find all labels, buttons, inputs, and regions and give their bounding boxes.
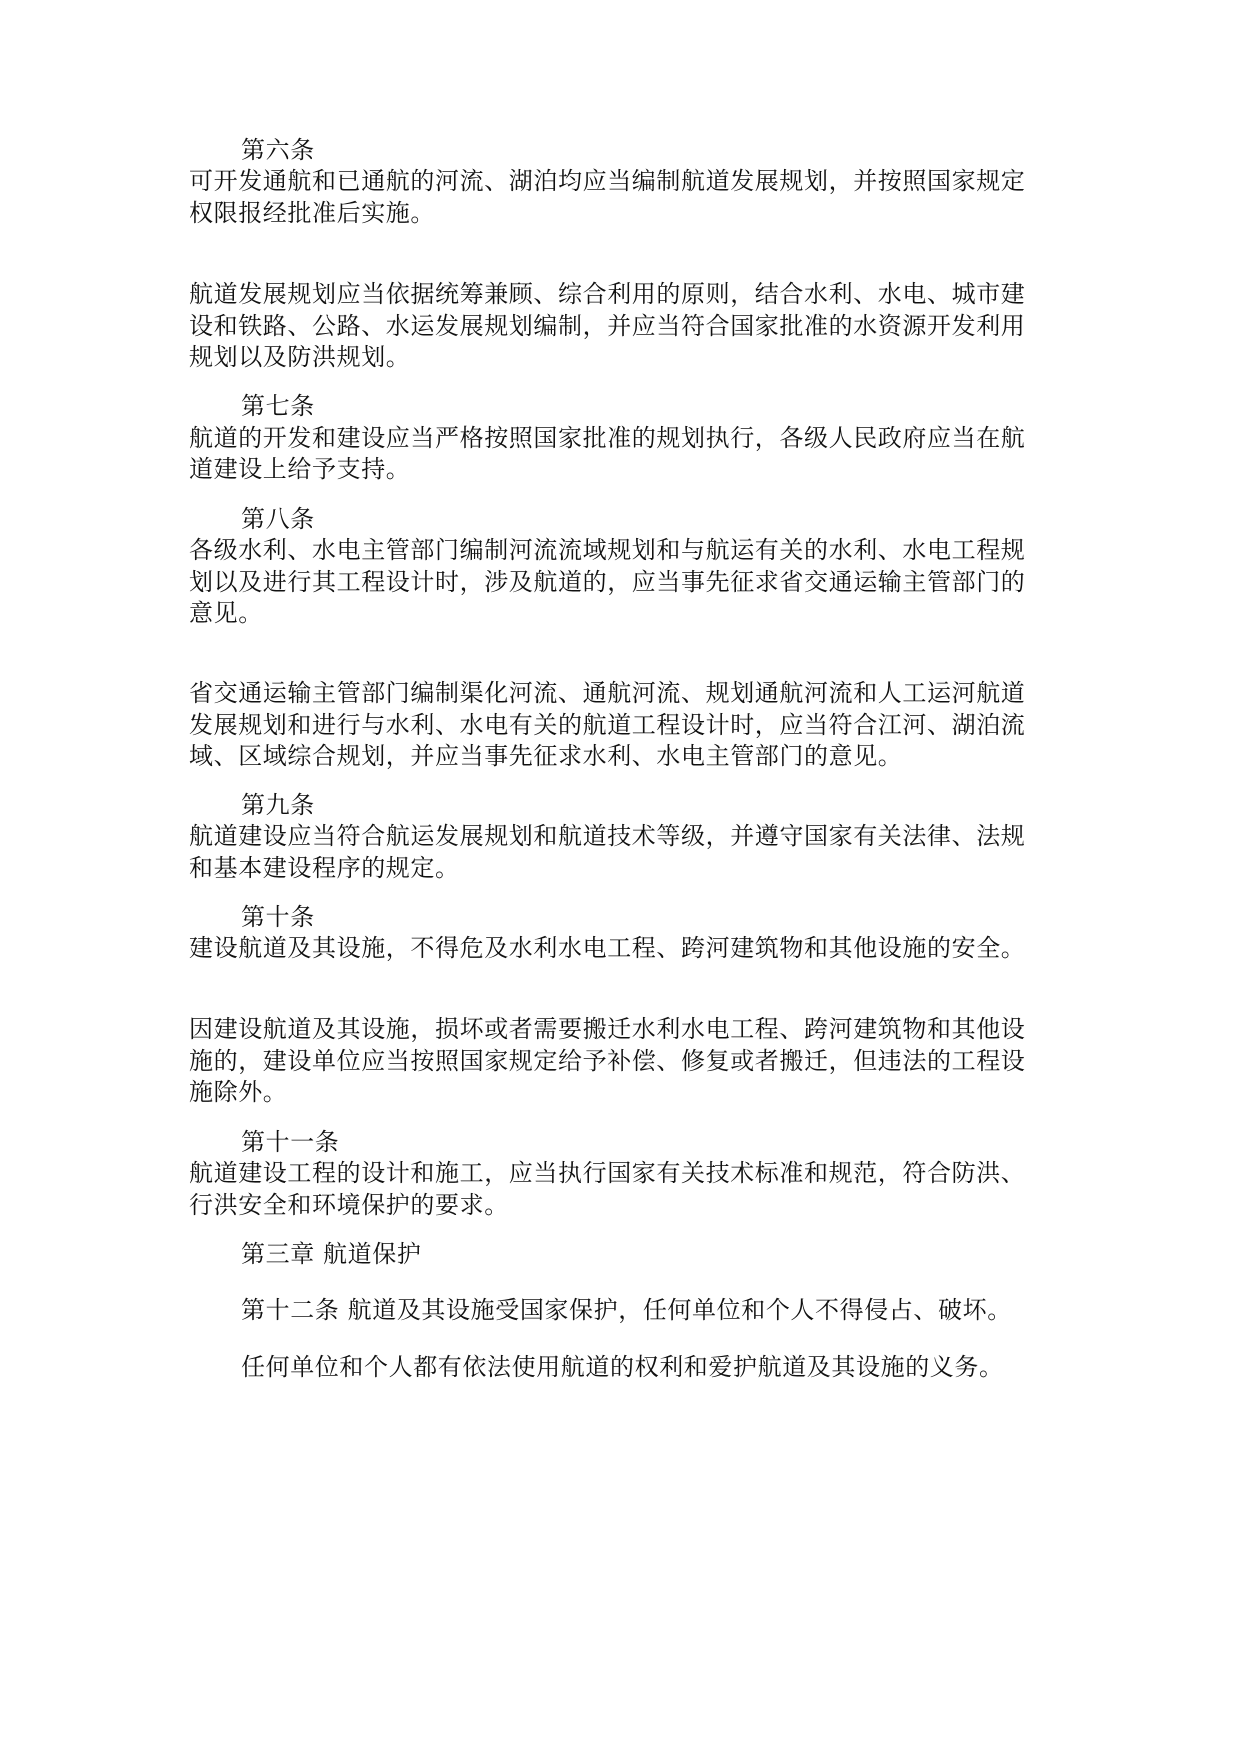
text-line: 划以及进行其工程设计时，涉及航道的，应当事先征求省交通运输主管部门的 (189, 568, 1026, 596)
article-7-heading: 第七条 (241, 392, 315, 420)
text-line: 行洪安全和环境保护的要求。 (189, 1191, 509, 1219)
text-line: 意见。 (189, 599, 263, 627)
text-line: 建设航道及其设施，不得危及水利水电工程、跨河建筑物和其他设施的安全。 (189, 934, 1026, 962)
article-8-heading: 第八条 (241, 505, 315, 533)
text-line: 航道发展规划应当依据统筹兼顾、综合利用的原则，结合水利、水电、城市建 (189, 280, 1026, 308)
text-line: 权限报经批准后实施。 (189, 199, 435, 227)
text-line: 省交通运输主管部门编制渠化河流、通航河流、规划通航河流和人工运河航道 (189, 679, 1026, 707)
text-line: 规划以及防洪规划。 (189, 343, 411, 371)
text-line: 设和铁路、公路、水运发展规划编制，并应当符合国家批准的水资源开发利用 (189, 312, 1026, 340)
text-line: 施的，建设单位应当按照国家规定给予补偿、修复或者搬迁，但违法的工程设 (189, 1047, 1026, 1075)
chapter-3-heading: 第三章 航道保护 (241, 1240, 422, 1268)
text-line: 道建设上给予支持。 (189, 455, 411, 483)
text-line: 因建设航道及其设施，损坏或者需要搬迁水利水电工程、跨河建筑物和其他设 (189, 1015, 1026, 1043)
text-line: 航道建设工程的设计和施工，应当执行国家有关技术标准和规范，符合防洪、 (189, 1159, 1026, 1187)
article-9-heading: 第九条 (241, 791, 315, 819)
article-12-text: 第十二条 航道及其设施受国家保护，任何单位和个人不得侵占、破坏。 (241, 1296, 1012, 1324)
text-line: 各级水利、水电主管部门编制河流流域规划和与航运有关的水利、水电工程规 (189, 536, 1026, 564)
text-line: 任何单位和个人都有依法使用航道的权利和爱护航道及其设施的义务。 (241, 1353, 1004, 1381)
article-11-heading: 第十一条 (241, 1128, 340, 1156)
text-line: 施除外。 (189, 1078, 288, 1106)
text-line: 域、区域综合规划，并应当事先征求水利、水电主管部门的意见。 (189, 742, 903, 770)
article-6-heading: 第六条 (241, 136, 315, 164)
article-10-heading: 第十条 (241, 903, 315, 931)
text-line: 发展规划和进行与水利、水电有关的航道工程设计时，应当符合江河、湖泊流 (189, 711, 1026, 739)
text-line: 航道建设应当符合航运发展规划和航道技术等级，并遵守国家有关法律、法规 (189, 822, 1026, 850)
text-line: 可开发通航和已通航的河流、湖泊均应当编制航道发展规划，并按照国家规定 (189, 167, 1026, 195)
text-line: 航道的开发和建设应当严格按照国家批准的规划执行，各级人民政府应当在航 (189, 424, 1026, 452)
text-line: 和基本建设程序的规定。 (189, 854, 460, 882)
